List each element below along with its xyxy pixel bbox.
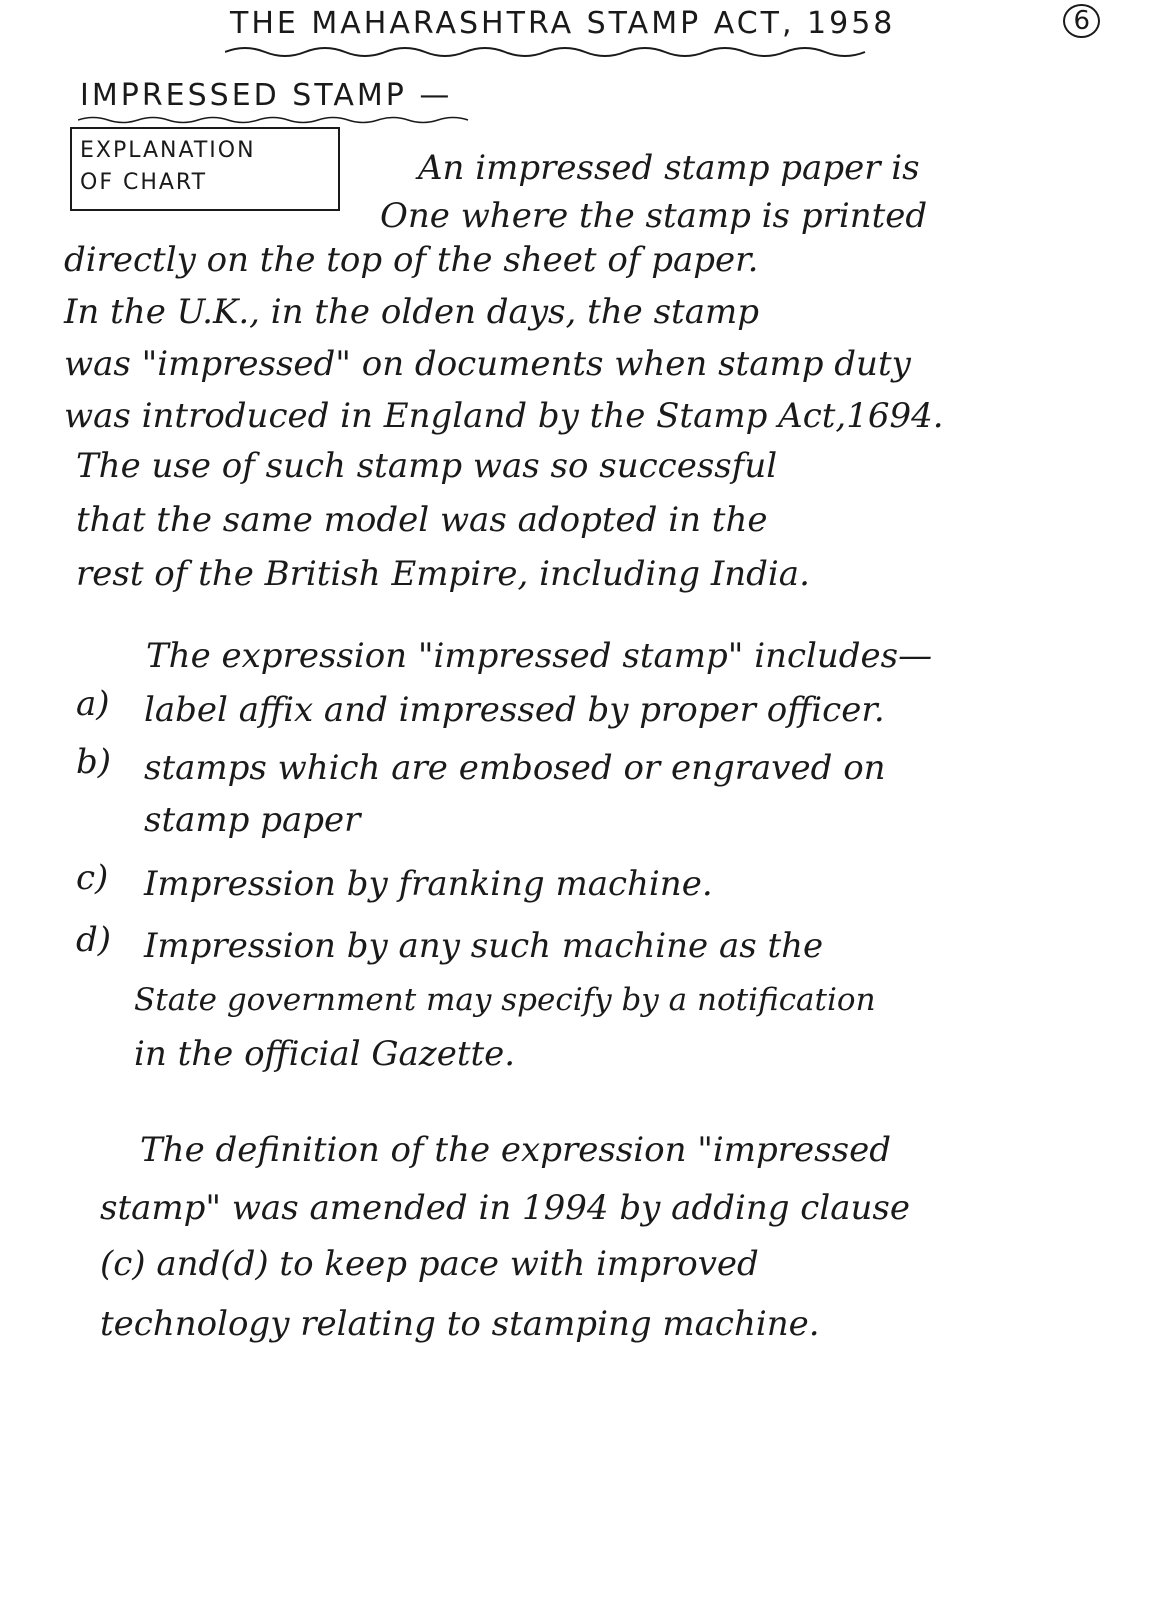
para1-line: rest of the British Empire, including India.: [76, 554, 810, 594]
list-marker: b): [76, 742, 112, 782]
list-item-line: stamp paper: [144, 800, 361, 840]
para1-line: was "impressed" on documents when stamp duty: [64, 344, 911, 384]
list-marker: a): [76, 684, 110, 724]
para1-line: was introduced in England by the Stamp Act,1694.: [64, 396, 944, 436]
para1-line: One where the stamp is printed: [380, 196, 928, 236]
para1-line: that the same model was adopted in the: [76, 500, 768, 540]
list-marker: d): [76, 920, 112, 960]
heading-underline: [78, 114, 478, 126]
para3-line: The definition of the expression "impressed: [140, 1130, 891, 1170]
para1-line: An impressed stamp paper is: [418, 148, 920, 188]
para3-line: stamp" was amended in 1994 by adding clause: [100, 1188, 910, 1228]
box-line-1: EXPLANATION: [80, 138, 256, 163]
list-item-line: label affix and impressed by proper officer.: [144, 690, 885, 730]
para1-line: directly on the top of the sheet of paper.: [64, 240, 759, 280]
para3-line: (c) and(d) to keep pace with improved: [100, 1244, 759, 1284]
para2-intro: The expression "impressed stamp" includes—: [146, 636, 933, 676]
para1-line: The use of such stamp was so successful: [76, 446, 778, 486]
list-item-line: stamps which are embosed or engraved on: [144, 748, 886, 788]
list-item-line: Impression by any such machine as the: [144, 926, 824, 966]
list-marker: c): [76, 858, 109, 898]
para1-line: In the U.K., in the olden days, the stamp: [64, 292, 759, 332]
title-underline: [225, 42, 875, 62]
section-heading: IMPRESSED STAMP —: [80, 78, 453, 113]
list-item-line: in the official Gazette.: [134, 1034, 516, 1074]
list-item-line: Impression by franking machine.: [144, 864, 713, 904]
page-number-value: 6: [1063, 4, 1100, 38]
page-title: THE MAHARASHTRA STAMP ACT, 1958: [230, 6, 896, 41]
explanation-box: [70, 127, 340, 211]
page-number: [1063, 4, 1100, 38]
para3-line: technology relating to stamping machine.: [100, 1304, 820, 1344]
list-item-line: State government may specify by a notification: [134, 982, 876, 1018]
box-line-2: OF CHART: [80, 170, 208, 195]
